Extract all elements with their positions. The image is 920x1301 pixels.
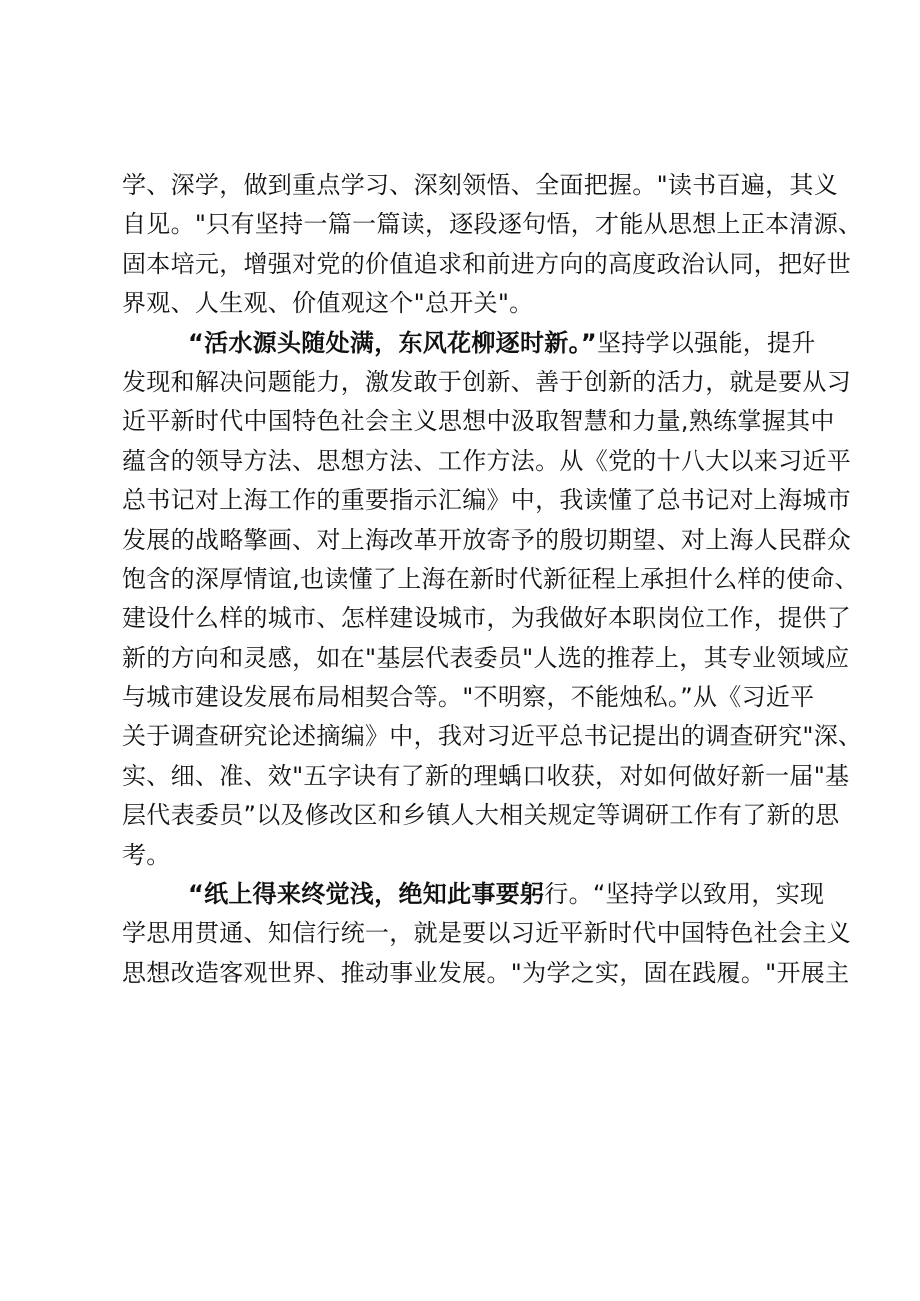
paragraph-2-line-9: 与城市建设发展布局相契合等。"不明察，不能烛私。”从《习近平 xyxy=(122,683,815,712)
paragraph-2-line-11: 实、细、准、效"五字诀有了新的理蝺口收获，对如何做好新一届"基 xyxy=(122,761,850,790)
paragraph-2 xyxy=(122,324,863,875)
paragraph-2-line-6: 饱含的深厚情谊,也读懂了上海在新时代新征程上承担什么样的使命、 xyxy=(122,564,859,593)
document-body xyxy=(122,166,863,993)
paragraph-3-lead-text: 行。“坚持学以致用，实现 xyxy=(544,880,825,909)
paragraph-3-first-line xyxy=(122,875,825,914)
paragraph-2-line-7: 建设什么样的城市、怎样建设城市，为我做好本职岗位工作，提供了 xyxy=(122,604,851,633)
paragraph-2-line-2: 近平新时代中国特色社会主义思想中汲取智慧和力量,熟练掌握其中 xyxy=(122,407,835,436)
paragraph-2-line-8: 新的方向和灵感，如在"基层代表委员"人选的推荐上，其专业领域应 xyxy=(122,643,850,672)
paragraph-2-lead-quote: “活水源头随处满，东风花柳逐时新。” xyxy=(188,328,597,357)
paragraph-2-line-13: 考。 xyxy=(122,840,171,869)
paragraph-1 xyxy=(122,166,863,324)
paragraph-1-line-1: 学、深学，做到重点学习、深刻领悟、全面把握。"读书百遍，其义 xyxy=(122,171,839,199)
paragraph-3-line-2: 思想改造客观世界、推动事业发展。"为学之实，固在践履。"开展主 xyxy=(122,958,850,987)
paragraph-2-first-line xyxy=(122,324,822,363)
paragraph-2-line-3: 蕴含的领导方法、思想方法、工作方法。从《党的十八大以来习近平 xyxy=(122,446,851,475)
paragraph-3 xyxy=(122,875,851,993)
paragraph-2-line-1: 发现和解决问题能力，激发敢于创新、善于创新的活力，就是要从习 xyxy=(122,367,851,396)
paragraph-1-line-4: 界观、人生观、价值观这个"总开关"。 xyxy=(122,289,534,318)
paragraph-3-line-1: 学思用贯通、知信行统一，就是要以习近平新时代中国特色社会主义 xyxy=(122,919,851,948)
paragraph-3-lead-quote: “纸上得来终觉浅，绝知此事要躬 xyxy=(188,880,545,909)
paragraph-1-line-2: 自见。"只有坚持一篇一篇读，逐段逐句悟，才能从思想上正本清源、 xyxy=(122,210,863,239)
paragraph-1-line-3: 固本培元，增强对党的价值追求和前进方向的高度政治认同，把好世 xyxy=(122,249,851,278)
paragraph-2-line-12: 层代表委员”以及修改区和乡镇人大相关规定等调研工作有了新的思 xyxy=(122,801,840,830)
paragraph-2-line-10: 关于调查研究论述摘编》中，我对习近平总书记提出的调查研究"深、 xyxy=(122,722,863,751)
paragraph-2-lead-text: 坚持学以强能，提升 xyxy=(596,328,816,357)
paragraph-2-line-5: 发展的战略擎画、对上海改革开放寄予的殷切期望、对上海人民群众 xyxy=(122,525,851,554)
paragraph-2-line-4: 总书记对上海工作的重要指示汇编》中，我读懂了总书记对上海城市 xyxy=(122,486,851,515)
